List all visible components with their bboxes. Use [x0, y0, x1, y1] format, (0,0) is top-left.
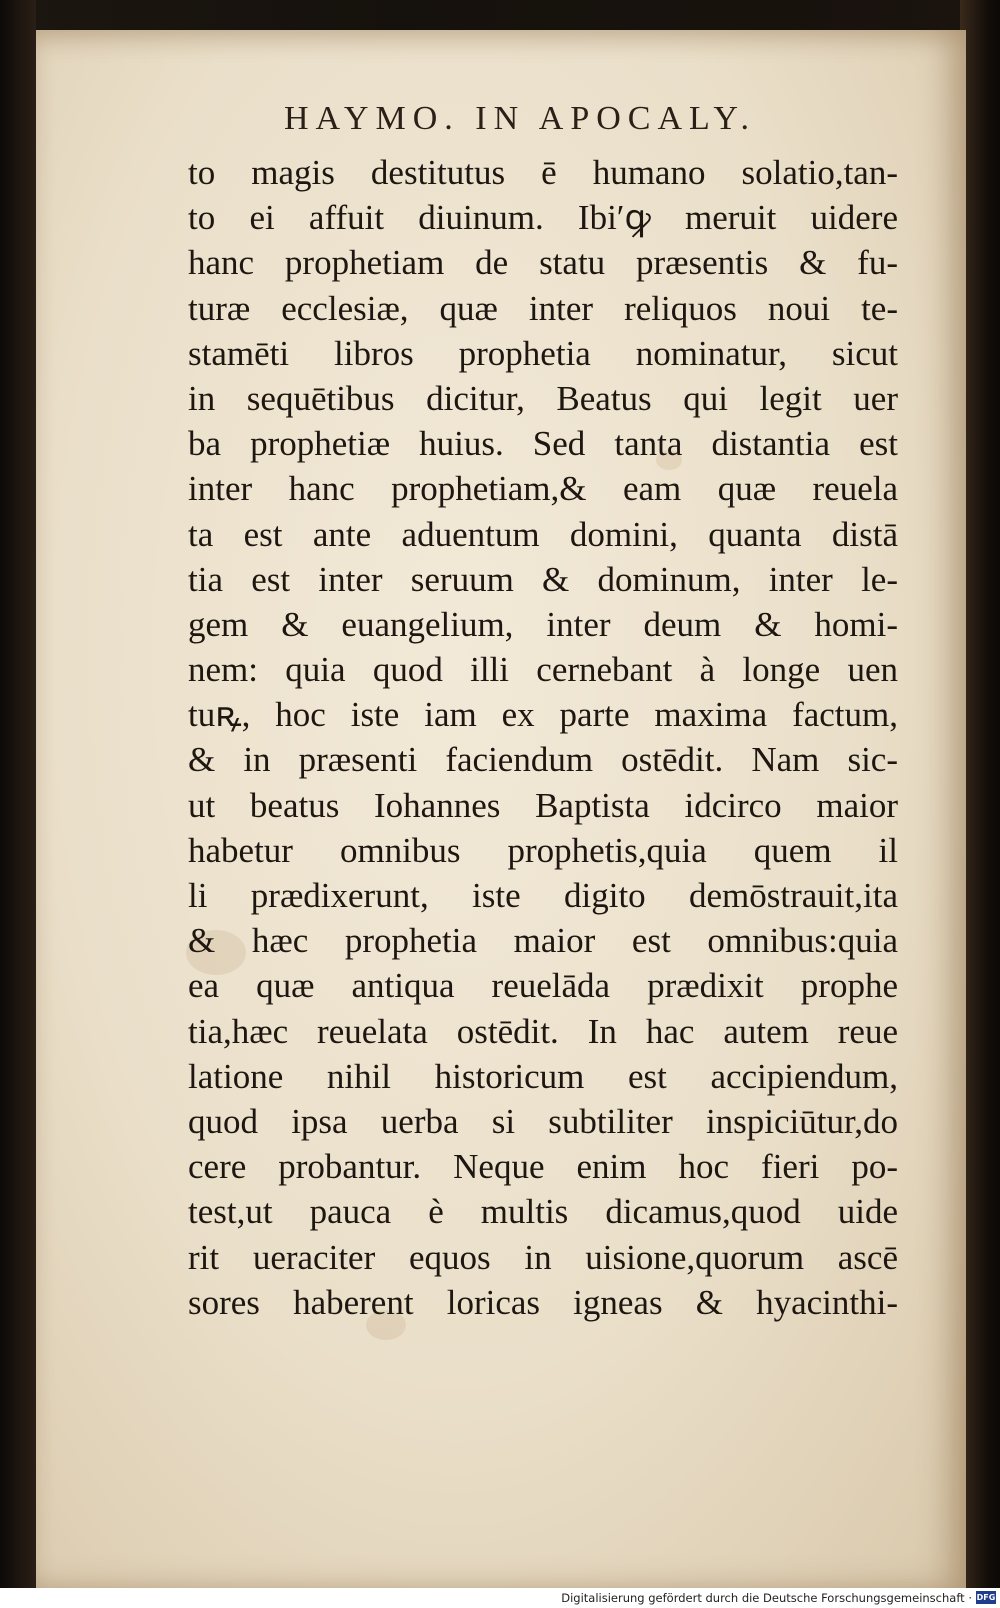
- text-line: nem: quia quod illi cernebant à longe uen: [188, 650, 898, 690]
- text-line: hanc prophetiam de statu præsentis & fu-: [188, 243, 898, 283]
- text-line: ea quæ antiqua reuelāda prædixit prophe: [188, 966, 898, 1006]
- text-line: quod ipsa uerba si subtiliter inspiciūtur,do: [188, 1101, 898, 1141]
- page-edge: [960, 0, 1000, 1588]
- running-head: HAYMO. IN APOCALY.: [283, 100, 757, 137]
- text-line: test,ut pauca è multis dicamus,quod uide: [188, 1192, 898, 1232]
- text-line: to ei affuit diuinum. Ibi′ꝙ meruit uidere: [188, 198, 898, 238]
- text-line: rit ueraciter equos in uisione,quorum ascē: [188, 1237, 898, 1277]
- footer-bar: [0, 1588, 1000, 1608]
- text-line: li prædixerunt, iste digito demōstrauit,ita: [188, 876, 898, 915]
- text-line: cere probantur. Neque enim hoc fieri po-: [188, 1147, 898, 1187]
- binding-edge: [0, 0, 36, 1588]
- text-line: ba prophetiæ huius. Sed tanta distantia est: [188, 424, 898, 464]
- funding-credit: Digitalisierung gefördert durch die Deutsche Forschungsgemeinschaft ·: [561, 1591, 972, 1605]
- text-line: tuꝶ, hoc iste iam ex parte maxima factum,: [188, 695, 898, 735]
- text-line: in sequētibus dicitur, Beatus qui legit uer: [188, 378, 898, 418]
- text-line: & in præsenti faciendum ostēdit. Nam sic-: [188, 740, 898, 780]
- text-line: ta est ante aduentum domini, quanta distā: [188, 514, 898, 554]
- dfg-logo-icon: DFG: [976, 1593, 996, 1602]
- text-line: turæ ecclesiæ, quæ inter reliquos noui te-: [188, 288, 898, 328]
- text-line: latione nihil historicum est accipiendum,: [188, 1056, 898, 1096]
- text-line: stamēti libros prophetia nominatur, sicut: [188, 333, 898, 373]
- text-line: tia est inter seruum & dominum, inter le-: [188, 559, 898, 599]
- text-line: & hæc prophetia maior est omnibus:quia: [188, 921, 898, 961]
- text-line: inter hanc prophetiam,& eam quæ reuela: [188, 469, 898, 509]
- text-line: tia,hæc reuelata ostēdit. In hac autem reue: [188, 1011, 898, 1051]
- text-line: gem & euangelium, inter deum & homi-: [188, 604, 898, 644]
- text-line: habetur omnibus prophetis,quia quem il: [188, 830, 898, 870]
- text-line: sores haberent loricas igneas & hyacinthi-: [188, 1282, 898, 1322]
- text-line: to magis destitutus ē humano solatio,tan-: [188, 153, 898, 192]
- body-text: [188, 150, 898, 1325]
- text-line: ut beatus Iohannes Baptista idcirco maior: [188, 785, 898, 825]
